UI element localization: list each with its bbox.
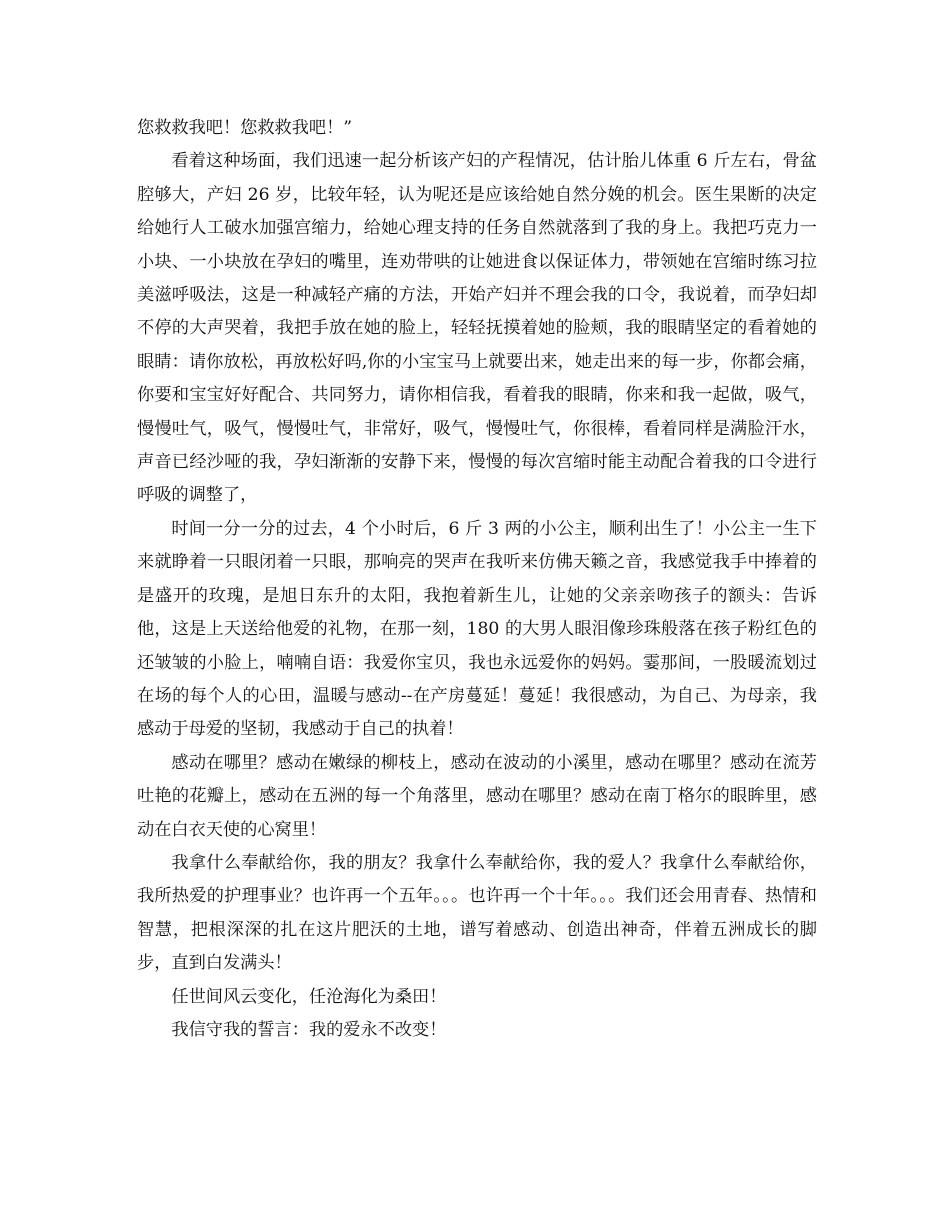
paragraph-world-changes: 任世间风云变化，任沧海化为桑田！	[171, 986, 447, 1007]
paragraph-continuation: 您救救我吧！您救救我吧！”	[137, 118, 353, 138]
paragraph-vow: 我信守我的誓言：我的爱永不改变！	[171, 1019, 447, 1040]
paragraph-where-is-touching: 感动在哪里？感动在嫩绿的柳枝上，感动在波动的小溪里，感动在哪里？感动在流芳吐艳的花瓣上，感动在五洲的每一个角落里，感动在哪里？感动在南丁格尔的眼眸里，感动在白衣天使的心窝里！	[137, 752, 817, 840]
paragraph-dedication: 我拿什么奉献给你，我的朋友？我拿什么奉献给你，我的爱人？我拿什么奉献给你，我所热爱的护理事业？也许再一个五年。。。也许再一个十年。。。我们还会用青春、热情和智慧，把根深深的扎在这片肥沃的土地，谱写着感动、创造出神奇，伴着五洲成长的脚步，直到白发满头！	[137, 852, 817, 974]
paragraph-baby-born: 时间一分一分的过去，4 个小时后，6 斤 3 两的小公主，顺利出生了！小公主一生下来就睁着一只眼闭着一只眼，那响亮的哭声在我听来仿佛天籁之音，我感觉我手中捧着的是盛开的玫瑰，是旭日东升的太阳，我抱着新生儿，让她的父亲亲吻孩子的额头：告诉他，这是上天送给他爱的礼物，在那一刻，180 的大男人眼泪像珍珠般落在孩子粉红色的还皱皱的小脸上，喃喃自语：我爱你宝贝，我也永远爱你的妈妈。霎那间，一股暖流划过在场的每个人的心田，温暖与感动--在产房蔓延！蔓延！我很感动，为自己、为母亲，我感动于母爱的坚韧，我感动于自己的执着！	[137, 518, 817, 740]
document-body	[137, 112, 817, 1047]
paragraph-birth-process: 看着这种场面，我们迅速一起分析该产妇的产程情况，估计胎儿体重 6 斤左右，骨盆腔够大，产妇 26 岁，比较年轻，认为呢还是应该给她自然分娩的机会。医生果断的决定给她行人工破水加强宫缩力，给她心理支持的任务自然就落到了我的身上。我把巧克力一小块、一小块放在孕妇的嘴里，连劝带哄的让她进食以保证体力，带领她在宫缩时练习拉美滋呼吸法，这是一种减轻产痛的方法，开始产妇并不理会我的口令，我说着，而孕妇却不停的大声哭着，我把手放在她的脸上，轻轻抚摸着她的脸颊，我的眼睛坚定的看着她的眼睛：请你放松，再放松好吗,你的小宝宝马上就要出来，她走出来的每一步，你都会痛，你要和宝宝好好配合、共同努力，请你相信我，看着我的眼睛，你来和我一起做，吸气，慢慢吐气，吸气，慢慢吐气，非常好，吸气，慢慢吐气，你很棒，看着同样是满脸汗水，声音已经沙哑的我，孕妇渐渐的安静下来，慢慢的每次宫缩时能主动配合着我的口令进行呼吸的调整了，	[137, 151, 817, 506]
